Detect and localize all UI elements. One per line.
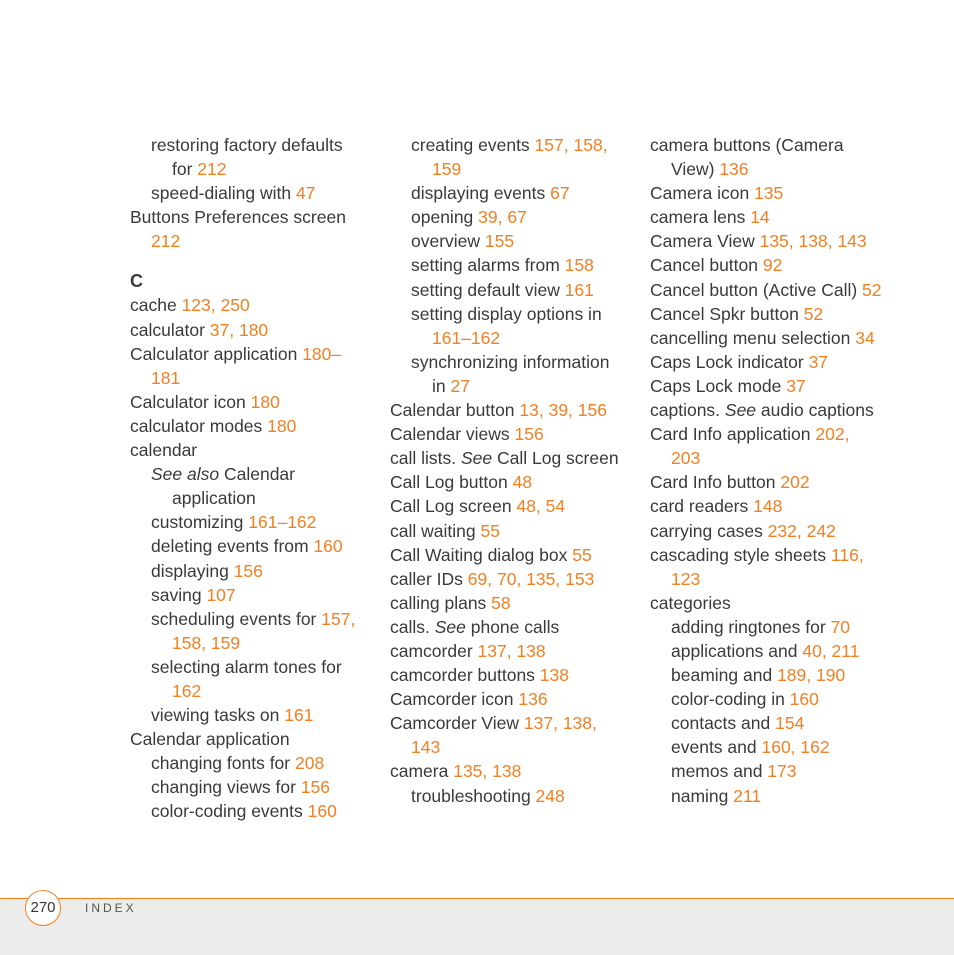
page-reference[interactable]: 248 — [535, 785, 565, 806]
page-number: 270 — [25, 890, 61, 926]
page-reference[interactable]: 156 — [233, 560, 263, 581]
index-entry — [650, 253, 910, 277]
page-reference[interactable]: 40, 211 — [802, 640, 860, 661]
entry-term: setting default view — [411, 279, 565, 300]
entry-term: calculator modes — [130, 415, 268, 436]
see-also-label: See also — [151, 464, 220, 485]
entry-term: Calendar button — [390, 400, 520, 421]
page-reference[interactable]: 160, 162 — [761, 737, 830, 758]
entry-term: Call Waiting dialog box — [390, 544, 573, 565]
entry-term: calls. — [390, 616, 435, 637]
entry-term: memos and — [671, 761, 768, 782]
entry-term: categories — [650, 592, 731, 613]
index-entry — [390, 567, 640, 591]
index-entry — [650, 326, 910, 350]
entry-term: Camera View — [650, 231, 760, 252]
page-reference[interactable]: 13, 39, 156 — [519, 400, 607, 421]
index-entry — [650, 494, 910, 518]
entry-term: Calendar — [219, 464, 295, 485]
page-reference[interactable]: 48, 54 — [516, 496, 566, 517]
index-entry — [390, 759, 640, 783]
index-entry — [650, 591, 910, 615]
page-reference[interactable]: 159 — [432, 159, 462, 180]
page-reference[interactable]: 138 — [539, 665, 569, 686]
page-reference[interactable]: 161–162 — [432, 327, 501, 348]
index-entry — [671, 639, 910, 663]
page-reference[interactable]: 173 — [767, 761, 797, 782]
index-entry — [411, 350, 640, 398]
index-column-2 — [390, 133, 640, 808]
see-target: Call Log screen — [492, 448, 619, 469]
page-reference[interactable]: 180– — [302, 343, 342, 364]
entry-term: Calculator icon — [130, 391, 251, 412]
index-entry — [151, 583, 380, 607]
entry-term: Card Info button — [650, 472, 781, 493]
index-entry — [650, 350, 910, 374]
page-reference[interactable]: 161 — [284, 705, 314, 726]
index-entry — [151, 607, 380, 655]
entry-term: deleting events from — [151, 536, 314, 557]
page-reference[interactable]: 203 — [671, 448, 701, 469]
index-entry — [650, 374, 910, 398]
index-entry — [411, 278, 640, 302]
index-entry — [390, 519, 640, 543]
index-entry — [151, 703, 380, 727]
entry-term: Buttons Preferences screen — [130, 207, 346, 228]
index-entry — [390, 398, 640, 422]
index-entry — [411, 133, 640, 181]
page-reference[interactable]: 180 — [250, 391, 280, 412]
index-entry — [671, 759, 910, 783]
page-reference[interactable]: 37, 180 — [209, 319, 269, 340]
index-entry — [130, 342, 380, 390]
index-entry — [130, 438, 380, 462]
index-entry — [151, 534, 380, 558]
index-entry — [650, 181, 910, 205]
entry-term: Calendar views — [390, 424, 515, 445]
page-reference[interactable]: 70 — [830, 616, 851, 637]
index-entry — [151, 799, 380, 823]
index-entry — [650, 302, 910, 326]
entry-term: cascading style sheets — [650, 544, 831, 565]
entry-term: naming — [671, 785, 734, 806]
entry-term: cache — [130, 295, 182, 316]
index-entry — [390, 470, 640, 494]
index-entry — [130, 318, 380, 342]
index-entry — [151, 181, 380, 205]
index-entry — [671, 615, 910, 639]
page-reference[interactable]: 55 — [572, 544, 592, 565]
page-reference[interactable]: 137, 138 — [477, 640, 546, 661]
page-reference[interactable]: 232, 242 — [767, 520, 836, 541]
entry-term: caller IDs — [390, 568, 468, 589]
page-reference[interactable]: 189, 190 — [777, 665, 846, 686]
page-reference[interactable]: 202, — [815, 424, 850, 445]
index-entry — [151, 559, 380, 583]
index-entry — [671, 711, 910, 735]
page-reference[interactable]: 137, 138, — [523, 713, 597, 734]
page-reference[interactable]: 123, 250 — [181, 295, 250, 316]
page-reference[interactable]: 123 — [671, 568, 701, 589]
page-reference[interactable]: 47 — [295, 183, 316, 204]
entry-term: card readers — [650, 496, 754, 517]
entry-term: Calculator application — [130, 343, 303, 364]
page-reference[interactable]: 116, — [830, 544, 864, 565]
entry-term-continued: application — [172, 488, 256, 509]
entry-term: camcorder — [390, 640, 478, 661]
index-entry — [650, 229, 910, 253]
index-entry — [390, 663, 640, 687]
entry-term: changing views for — [151, 777, 301, 798]
page-reference[interactable]: 160 — [789, 689, 819, 710]
see-label: See — [724, 400, 757, 421]
entry-term: contacts and — [671, 713, 776, 734]
entry-term: overview — [411, 231, 485, 252]
entry-term: cancelling menu selection — [650, 327, 856, 348]
entry-term: saving — [151, 584, 207, 605]
entry-term: Cancel button — [650, 255, 763, 276]
index-entry — [130, 293, 380, 317]
index-entry — [650, 422, 910, 470]
index-entry — [151, 775, 380, 799]
entry-term: adding ringtones for — [671, 616, 831, 637]
index-entry — [671, 784, 910, 808]
page-reference[interactable]: 14 — [750, 207, 770, 228]
index-entry — [411, 205, 640, 229]
page-reference[interactable]: 157, 158, — [534, 135, 608, 155]
entry-term: calculator — [130, 319, 210, 340]
entry-term: calendar — [130, 440, 198, 461]
entry-term: troubleshooting — [411, 785, 536, 806]
entry-term: creating events — [411, 135, 535, 155]
entry-term: Camcorder View — [390, 713, 524, 734]
page-reference[interactable]: 160 — [313, 536, 343, 557]
entry-term: camera lens — [650, 207, 751, 228]
page-reference[interactable]: 135, 138 — [453, 761, 522, 782]
index-entry — [390, 494, 640, 518]
page-reference[interactable]: 162 — [172, 680, 202, 701]
entry-term: Cancel button (Active Call) — [650, 279, 863, 300]
entry-term: call lists. — [390, 448, 461, 469]
page-reference[interactable]: 156 — [514, 424, 544, 445]
entry-term: carrying cases — [650, 520, 768, 541]
entry-term: setting alarms from — [411, 255, 565, 276]
page-reference[interactable]: 34 — [855, 327, 875, 348]
index-entry — [411, 229, 640, 253]
index-entry — [411, 784, 640, 808]
index-entry — [650, 278, 910, 302]
page-reference[interactable]: 55 — [480, 520, 500, 541]
entry-term-continued: in — [432, 375, 451, 396]
entry-term-continued: View) — [671, 159, 720, 180]
page-reference[interactable]: 181 — [151, 367, 181, 388]
entry-term: Caps Lock indicator — [650, 351, 809, 372]
index-entry — [390, 615, 640, 639]
index-entry — [650, 543, 910, 591]
page-reference[interactable]: 52 — [862, 279, 882, 300]
page-reference[interactable]: 156 — [300, 777, 331, 798]
index-entry — [390, 446, 640, 470]
see-target: phone calls — [465, 616, 560, 637]
index-entry — [671, 663, 910, 687]
index-entry — [650, 133, 910, 181]
index-entry — [130, 727, 380, 751]
entry-term: beaming and — [671, 665, 778, 686]
entry-term: restoring factory defaults — [151, 135, 343, 155]
entry-term: scheduling events for — [151, 608, 322, 629]
page-reference[interactable]: 212 — [151, 231, 181, 252]
entry-term: Call Log screen — [390, 496, 517, 517]
entry-term: viewing tasks on — [151, 705, 285, 726]
entry-term: camera — [390, 761, 454, 782]
index-entry — [411, 181, 640, 205]
entry-term: speed-dialing with — [151, 183, 296, 204]
page-reference[interactable]: 136 — [719, 159, 749, 180]
index-entry — [151, 133, 380, 181]
entry-term: Cancel Spkr button — [650, 303, 804, 324]
entry-term: captions. — [650, 400, 725, 421]
page-reference[interactable]: 67 — [550, 183, 570, 204]
entry-term: calling plans — [390, 592, 492, 613]
see-label: See — [460, 448, 493, 469]
entry-term: opening — [411, 207, 479, 228]
entry-term: call waiting — [390, 520, 481, 541]
page-reference[interactable]: 148 — [753, 496, 783, 517]
page-reference[interactable]: 52 — [803, 303, 824, 324]
page-reference[interactable]: 211 — [733, 785, 762, 806]
page-reference[interactable]: 161–162 — [248, 512, 317, 533]
index-entry — [650, 519, 910, 543]
entry-term: color-coding events — [151, 801, 308, 822]
entry-term: Calendar application — [130, 729, 290, 750]
entry-term: displaying — [151, 560, 234, 581]
index-entry — [151, 510, 380, 534]
index-entry — [671, 735, 910, 759]
entry-term: Card Info application — [650, 424, 816, 445]
index-entry — [650, 470, 910, 494]
see-label: See — [434, 616, 466, 637]
page-reference[interactable]: 58 — [491, 592, 511, 613]
page-reference[interactable]: 158, 159 — [172, 632, 241, 653]
index-entry — [390, 687, 640, 711]
entry-term: events and — [671, 737, 762, 758]
index-column-1 — [130, 133, 380, 824]
page-reference[interactable]: 39, 67 — [478, 207, 527, 228]
index-letter-heading: C — [130, 271, 143, 292]
page-reference[interactable]: 212 — [197, 159, 227, 180]
page-reference[interactable]: 180 — [267, 415, 297, 436]
page-reference[interactable]: 136 — [518, 689, 548, 710]
entry-term: changing fonts for — [151, 753, 295, 774]
page-reference[interactable]: 135, 138, 143 — [759, 231, 867, 252]
index-entry — [151, 655, 380, 703]
entry-term: Camcorder icon — [390, 689, 519, 710]
page-reference[interactable]: 92 — [762, 255, 783, 276]
page-reference[interactable]: 143 — [411, 737, 441, 758]
index-entry — [671, 687, 910, 711]
page-reference[interactable]: 155 — [484, 231, 515, 252]
index-entry — [151, 462, 380, 510]
index-entry — [650, 205, 910, 229]
page-reference[interactable]: 160 — [307, 801, 337, 822]
page-reference[interactable]: 27 — [450, 375, 470, 396]
entry-term-continued: for — [172, 159, 198, 180]
index-entry — [151, 751, 380, 775]
entry-term: camcorder buttons — [390, 665, 540, 686]
entry-term: displaying events — [411, 183, 551, 204]
index-entry — [411, 253, 640, 277]
entry-term: Caps Lock mode — [650, 375, 787, 396]
page-reference[interactable]: 161 — [564, 279, 594, 300]
footer-band — [0, 898, 954, 955]
page-reference[interactable]: 202 — [780, 472, 810, 493]
entry-term: customizing — [151, 512, 249, 533]
index-entry — [390, 639, 640, 663]
index-entry — [130, 414, 380, 438]
page-reference[interactable]: 157, — [321, 608, 356, 629]
section-label: INDEX — [85, 901, 137, 915]
page-reference[interactable]: 37 — [808, 351, 829, 372]
page-reference[interactable]: 69, 70, 135, 153 — [467, 568, 595, 589]
page-reference[interactable]: 107 — [206, 584, 236, 605]
index-entry — [650, 398, 910, 422]
entry-term: synchronizing information — [411, 351, 610, 372]
entry-term: camera buttons (Camera — [650, 135, 844, 155]
index-entry — [390, 591, 640, 615]
entry-term: color-coding in — [671, 689, 790, 710]
index-entry — [390, 543, 640, 567]
page-reference[interactable]: 208 — [294, 753, 325, 774]
index-entry — [130, 205, 380, 253]
index-entry — [390, 711, 640, 759]
see-target: audio captions — [756, 400, 874, 421]
page-reference[interactable]: 135 — [754, 183, 784, 204]
entry-term: Call Log button — [390, 472, 513, 493]
page-reference[interactable]: 158 — [564, 255, 594, 276]
page-reference[interactable]: 37 — [786, 375, 806, 396]
index-entry — [130, 390, 380, 414]
index-entry — [390, 422, 640, 446]
entry-term: applications and — [671, 640, 803, 661]
index-entry — [411, 302, 640, 350]
page-reference[interactable]: 48 — [512, 472, 533, 493]
index-column-3 — [650, 133, 910, 808]
page-reference[interactable]: 154 — [775, 713, 805, 734]
entry-term: setting display options in — [411, 303, 602, 324]
entry-term: selecting alarm tones for — [151, 656, 342, 677]
entry-term: Camera icon — [650, 183, 755, 204]
